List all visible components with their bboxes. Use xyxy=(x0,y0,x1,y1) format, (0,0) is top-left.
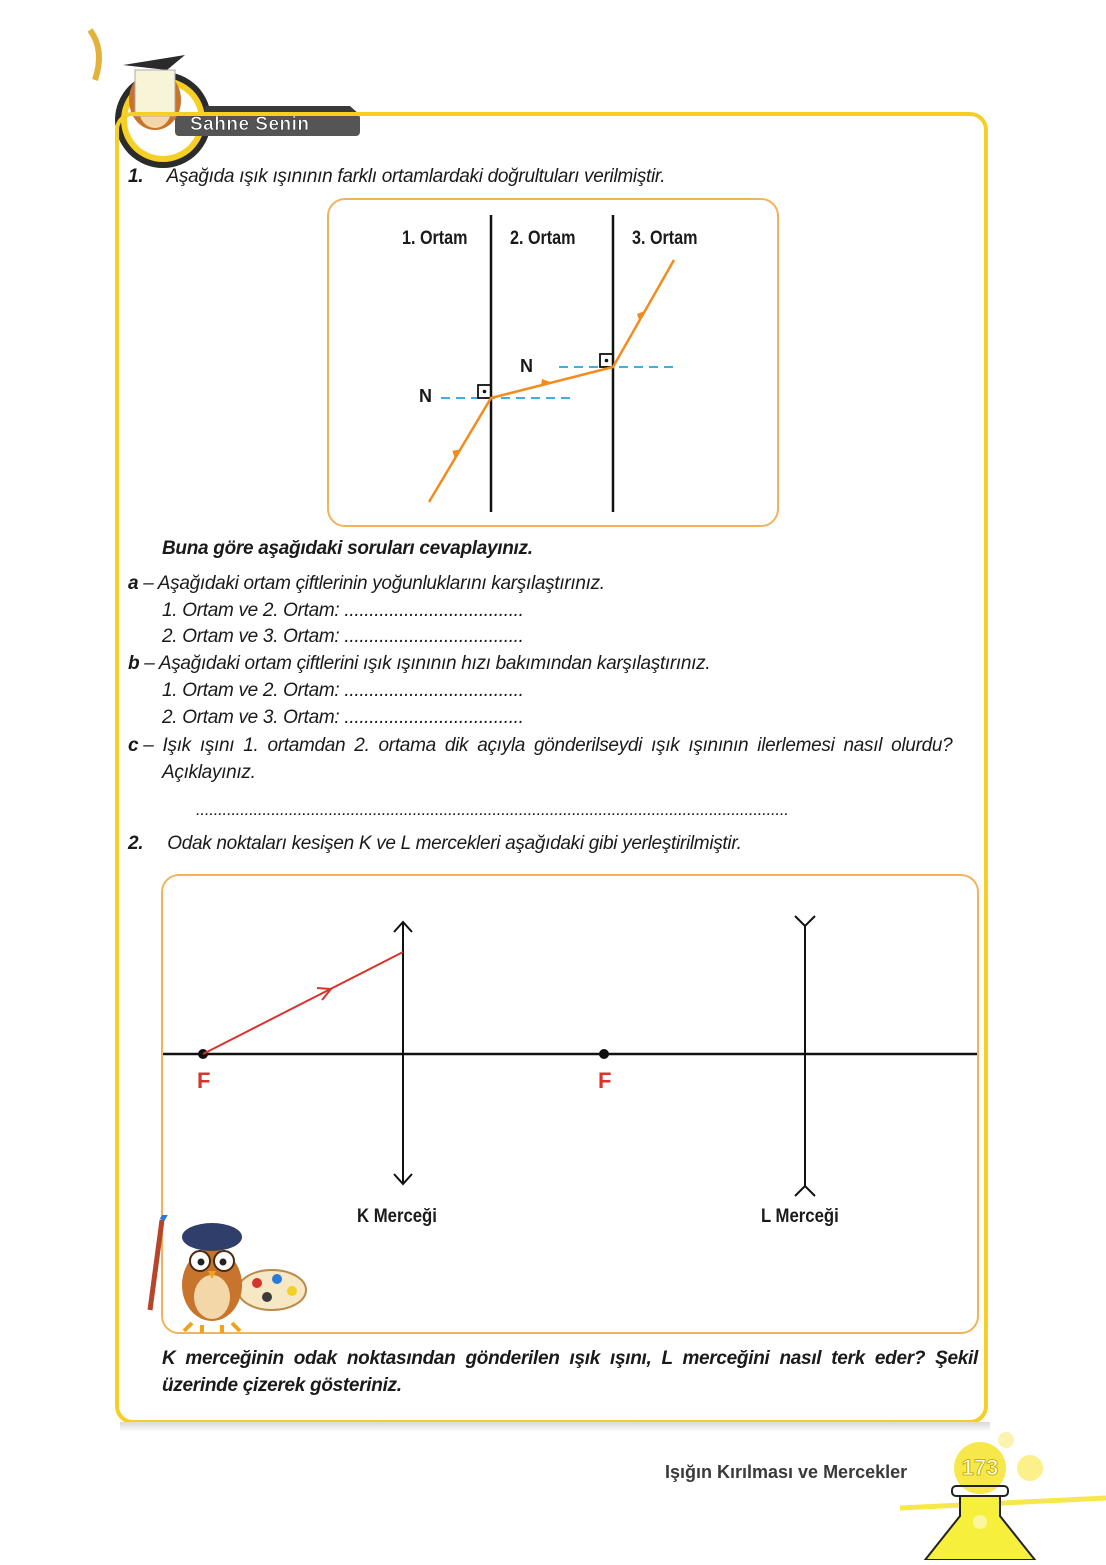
normal-label: N xyxy=(419,386,432,406)
lens-k-label: K Merceği xyxy=(357,1206,437,1227)
lens-l-label: L Merceği xyxy=(761,1206,839,1227)
q1-number: 1. xyxy=(128,166,144,187)
frame-shadow xyxy=(120,1422,990,1432)
medium-3-label: 3. Ortam xyxy=(632,228,698,249)
q1a-text: – Aşağıdaki ortam çiftlerinin yoğunluklarını karşılaştırınız. xyxy=(143,573,605,594)
q1a-answer-1[interactable]: 1. Ortam ve 2. Ortam: .................................... xyxy=(162,600,524,621)
q1a-line xyxy=(128,573,605,595)
refraction-figure xyxy=(327,198,779,527)
q1c-letter: c xyxy=(128,735,139,756)
q2-line xyxy=(128,833,742,855)
normal-label: N xyxy=(520,356,533,376)
q1-instruction: Buna göre aşağıdaki soruları cevaplayınız. xyxy=(162,538,533,559)
chapter-title: Işığın Kırılması ve Mercekler xyxy=(665,1462,908,1482)
q1c-text: – Işık ışını 1. ortamdan 2. ortama dik açıyla gönderilseydi ışık ışınının ilerlemesi nasıl olurdu? xyxy=(143,735,953,756)
badge-title: Sahne Senin xyxy=(190,114,310,135)
q1c-line xyxy=(128,735,978,757)
medium-1-label: 1. Ortam xyxy=(402,228,468,249)
page-number: 173 xyxy=(961,1455,999,1480)
q2-text: Odak noktaları kesişen K ve L mercekleri aşağıdaki gibi yerleştirilmiştir. xyxy=(167,833,742,854)
q1-text: Aşağıda ışık ışınının farklı ortamlardaki doğrultuları verilmiştir. xyxy=(166,166,666,187)
flask-decoration-icon xyxy=(900,1420,1106,1560)
q2-number: 2. xyxy=(128,833,144,854)
flask-icon xyxy=(900,1420,1106,1560)
q1b-line xyxy=(128,653,710,675)
owl-painter-icon xyxy=(132,1215,307,1335)
q1b-answer-2[interactable]: 2. Ortam ve 3. Ortam: .................................... xyxy=(162,707,524,728)
painter-owl xyxy=(132,1215,307,1335)
q2-question-1: K merceğinin odak noktasından gönderilen ışık ışını, L merceğini nasıl terk eder? Şekil xyxy=(162,1348,978,1369)
q1-line xyxy=(128,166,665,188)
medium-2-label: 2. Ortam xyxy=(510,228,576,249)
focus-label-left: F xyxy=(197,1068,211,1093)
q1c-answer[interactable]: ...................................................................................................................................... xyxy=(196,800,789,819)
q1b-answer-1[interactable]: 1. Ortam ve 2. Ortam: .................................... xyxy=(162,680,524,701)
focus-label-mid: F xyxy=(598,1068,612,1093)
q1b-text: – Aşağıdaki ortam çiftlerini ışık ışınının hızı bakımından karşılaştırınız. xyxy=(144,653,711,674)
q2-question-2: üzerinde çizerek gösteriniz. xyxy=(162,1375,402,1396)
q1a-answer-2[interactable]: 2. Ortam ve 3. Ortam: .................................... xyxy=(162,626,524,647)
q1b-letter: b xyxy=(128,653,140,674)
q1c-text-2: Açıklayınız. xyxy=(162,762,256,783)
q1a-letter: a xyxy=(128,573,139,594)
